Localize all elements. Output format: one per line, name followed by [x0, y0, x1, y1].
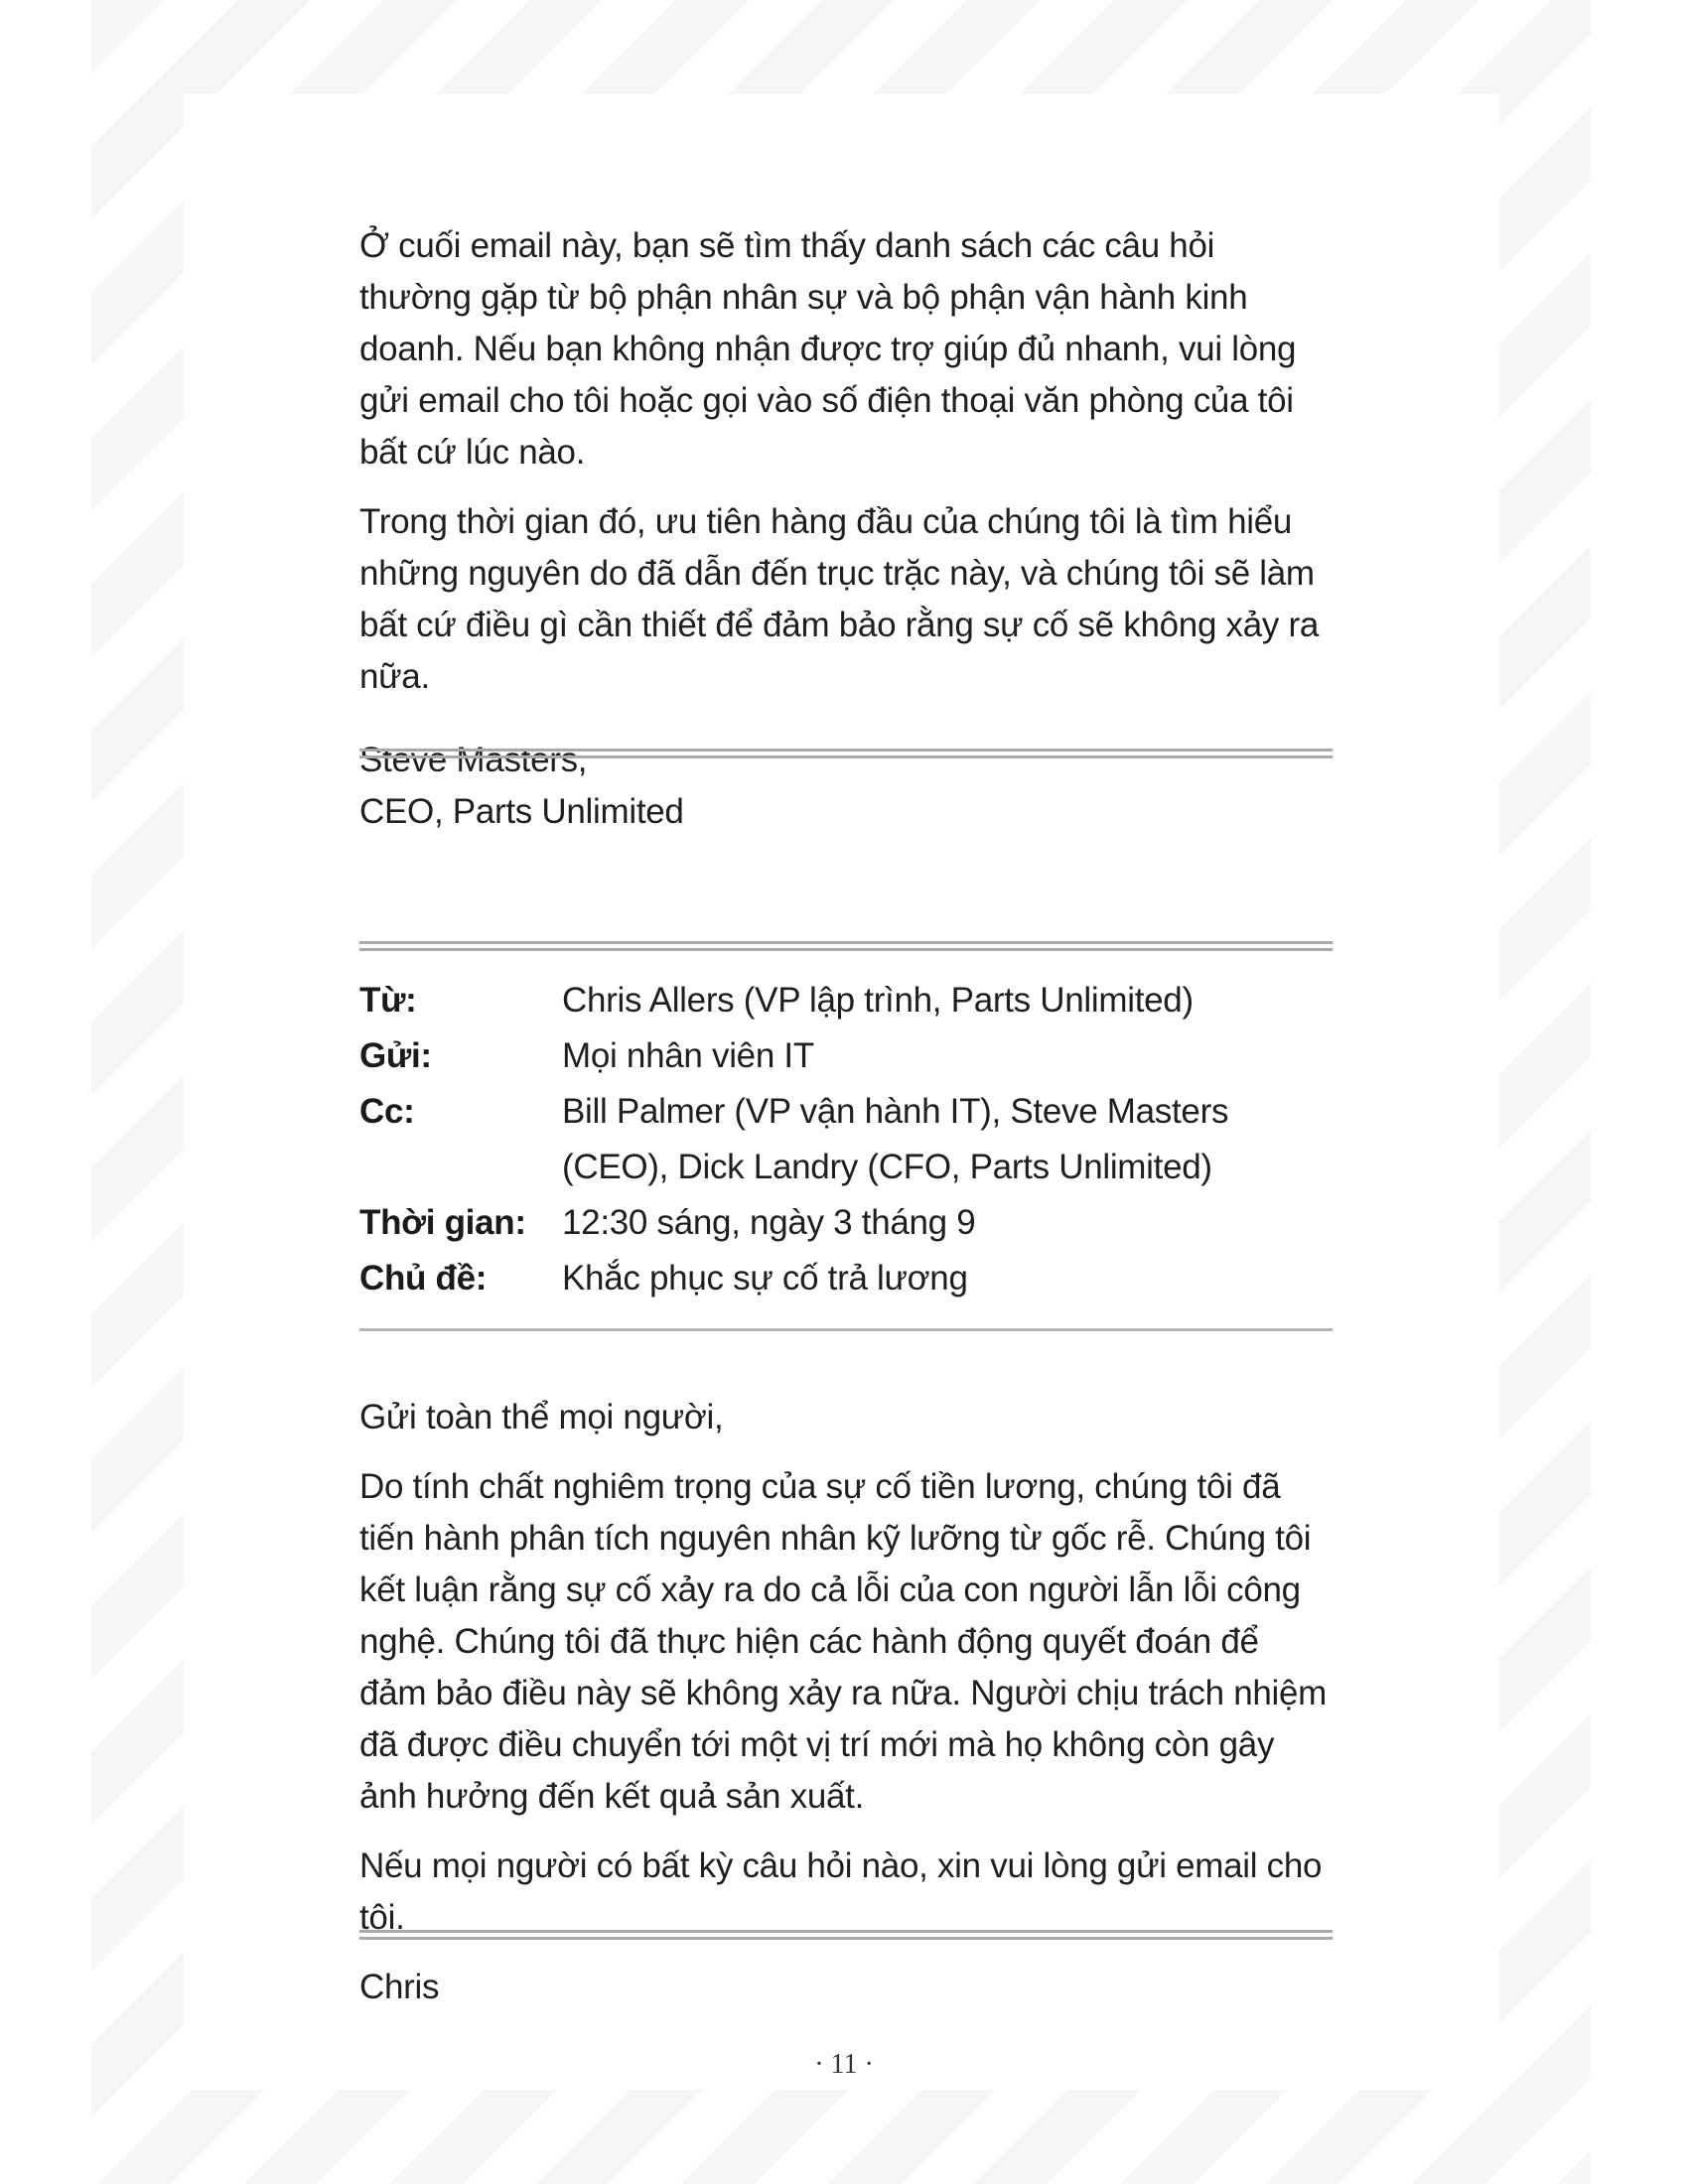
header-row-to — [359, 1028, 1333, 1084]
page-number: · 11 · — [814, 2049, 874, 2080]
header-label-cc: Cc: — [359, 1092, 415, 1131]
email-2-header — [359, 973, 1333, 1306]
email-2-signature: Chris — [359, 1968, 440, 2006]
email-1-signature-name: Steve Masters, — [359, 741, 588, 779]
email-2-paragraph-2: Nếu mọi người có bất kỳ câu hỏi nào, xin vui lòng gửi email cho tôi. — [359, 1846, 1323, 1937]
header-row-cc — [359, 1084, 1333, 1195]
header-value-to: Mọi nhân viên IT — [562, 1036, 814, 1075]
header-row-from — [359, 973, 1333, 1028]
email-1-end-rule — [359, 749, 1333, 758]
header-label-from: Từ: — [359, 981, 417, 1020]
header-label-to: Gửi: — [359, 1036, 432, 1075]
email-2-paragraph-1: Do tính chất nghiêm trọng của sự cố tiền lương, chúng tôi đã tiến hành phân tích nguyên nhân kỹ lưỡng từ gốc rễ. Chúng tôi kết luận rằng sự cố xảy ra do cả lỗi của con người lẫn lỗi công nghệ. Chúng tôi đã thực hiện các hành động quyết đoán để đảm bảo điều này sẽ không xảy ra nữa. Người chịu trách nhiệm đã được điều chuyển tới một vị trí mới mà họ không còn gây ảnh hưởng đến kết quả sản xuất. — [359, 1467, 1328, 1816]
email-1-body — [359, 220, 1333, 838]
header-row-time — [359, 1195, 1333, 1251]
email-2-header-rule — [359, 1328, 1333, 1331]
email-2-top-rule — [359, 941, 1333, 951]
header-value-cc: Bill Palmer (VP vận hành IT), Steve Masters (CEO), Dick Landry (CFO, Parts Unlimited) — [562, 1092, 1229, 1186]
email-1-paragraph-2: Trong thời gian đó, ưu tiên hàng đầu của chúng tôi là tìm hiểu những nguyên do đã dẫn đến trục trặc này, và chúng tôi sẽ làm bất cứ điều gì cần thiết để đảm bảo rằng sự cố sẽ không xảy ra nữa. — [359, 502, 1320, 696]
header-label-time: Thời gian: — [359, 1203, 526, 1242]
email-2-end-rule — [359, 1930, 1333, 1940]
email-1-signature-title: CEO, Parts Unlimited — [359, 792, 684, 831]
header-row-subject — [359, 1251, 1333, 1306]
email-1-paragraph-1: Ở cuối email này, bạn sẽ tìm thấy danh sách các câu hỏi thường gặp từ bộ phận nhân sự và bộ phận vận hành kinh doanh. Nếu bạn không nhận được trợ giúp đủ nhanh, vui lòng gửi email cho tôi hoặc gọi vào số điện thoại văn phòng của tôi bất cứ lúc nào. — [359, 226, 1297, 472]
email-2-greeting: Gửi toàn thể mọi người, — [359, 1398, 724, 1436]
header-value-subject: Khắc phục sự cố trả lương — [562, 1259, 968, 1297]
header-label-subject: Chủ đề: — [359, 1259, 488, 1297]
header-value-time: 12:30 sáng, ngày 3 tháng 9 — [562, 1203, 976, 1242]
header-value-from: Chris Allers (VP lập trình, Parts Unlimited) — [562, 981, 1194, 1020]
